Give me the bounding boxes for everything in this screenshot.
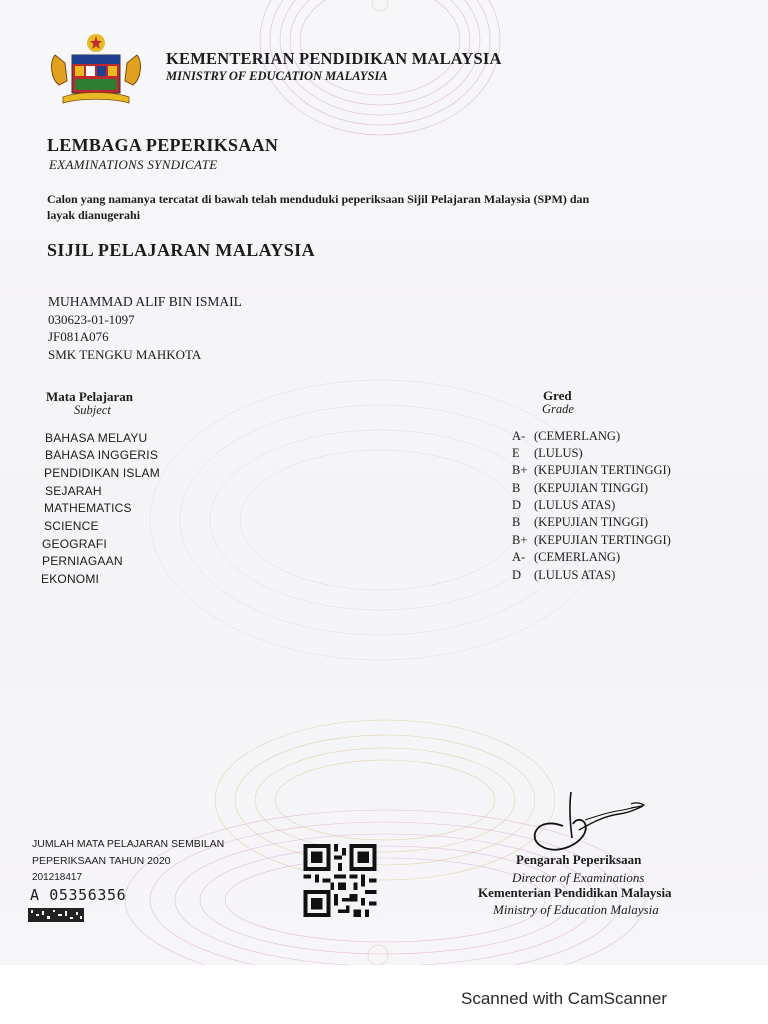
grade-row <box>512 550 620 565</box>
subject-name: BAHASA MELAYU <box>45 431 148 445</box>
grade-letter: D <box>512 568 522 582</box>
syndicate-name-ms: LEMBAGA PEPERIKSAAN <box>47 135 279 155</box>
grade-description: (LULUS ATAS) <box>534 498 616 512</box>
grade-letter: D <box>512 498 522 512</box>
certificate-title: SIJIL PELAJARAN MALAYSIA <box>47 240 315 260</box>
subject-name: BAHASA INGGERIS <box>45 448 159 462</box>
grade-letter: E <box>512 446 520 460</box>
grade-description: (KEPUJIAN TERTINGGI) <box>534 463 671 477</box>
grade-row <box>512 481 648 496</box>
syndicate-name-en: EXAMINATIONS SYNDICATE <box>49 157 218 172</box>
statement-line-2: layak dianugerahi <box>47 208 141 222</box>
subject-header-ms: Mata Pelajaran <box>46 389 134 404</box>
subject-name: PERNIAGAAN <box>42 554 123 568</box>
signatory-ministry-ms: Kementerian Pendidikan Malaysia <box>478 885 672 900</box>
grade-description: (KEPUJIAN TERTINGGI) <box>534 533 671 547</box>
candidate-ic-number: 030623-01-1097 <box>48 312 135 327</box>
grade-description: (KEPUJIAN TINGGI) <box>534 515 648 529</box>
grade-letter: A- <box>512 429 526 443</box>
serial-number: A 05356356 <box>30 886 127 904</box>
subject-name: MATHEMATICS <box>44 501 132 515</box>
subject-name: SCIENCE <box>44 519 99 533</box>
qr-code-icon <box>302 844 378 917</box>
subject-name: SEJARAH <box>45 484 102 498</box>
exam-year: PEPERIKSAAN TAHUN 2020 <box>32 855 171 867</box>
grade-letter: B+ <box>512 533 528 547</box>
grade-row <box>512 463 671 478</box>
candidate-index-number: JF081A076 <box>48 329 109 344</box>
candidate-name: MUHAMMAD ALIF BIN ISMAIL <box>48 294 242 309</box>
grade-row <box>512 429 620 444</box>
subject-header-en: Subject <box>74 403 111 417</box>
grade-row <box>512 498 615 513</box>
grade-description: (CEMERLANG) <box>534 429 621 443</box>
grade-letter: B <box>512 515 521 529</box>
grade-row <box>512 446 583 461</box>
ministry-name-en: MINISTRY OF EDUCATION MALAYSIA <box>166 69 388 83</box>
grade-letter: B+ <box>512 463 528 477</box>
grade-description: (LULUS) <box>534 446 583 460</box>
total-subjects: JUMLAH MATA PELAJARAN SEMBILAN <box>32 838 225 850</box>
scanner-watermark: Scanned with CamScanner <box>461 989 668 1008</box>
grade-row <box>512 568 615 583</box>
grade-description: (CEMERLANG) <box>534 550 621 564</box>
grade-description: (KEPUJIAN TINGGI) <box>534 481 648 495</box>
grade-row <box>512 533 671 548</box>
grade-row <box>512 515 648 530</box>
grade-letter: B <box>512 481 521 495</box>
signatory-title-en: Director of Examinations <box>512 870 645 885</box>
signatory-ministry-en: Ministry of Education Malaysia <box>493 902 659 917</box>
barcode-stamp-icon <box>28 908 84 922</box>
candidate-school: SMK TENGKU MAHKOTA <box>48 347 202 362</box>
signatory-title-ms: Pengarah Peperiksaan <box>516 852 642 867</box>
signature-icon <box>523 786 651 858</box>
subject-name: EKONOMI <box>41 572 100 586</box>
grade-description: (LULUS ATAS) <box>534 568 616 582</box>
grade-letter: A- <box>512 550 526 564</box>
subject-name: PENDIDIKAN ISLAM <box>44 466 160 480</box>
subject-name: GEOGRAFI <box>42 537 107 551</box>
ministry-name-ms: KEMENTERIAN PENDIDIKAN MALAYSIA <box>166 49 502 68</box>
malaysia-coat-of-arms-icon <box>45 33 147 109</box>
grade-header-en: Grade <box>542 402 574 416</box>
grade-header-ms: Gred <box>543 388 572 403</box>
statement-line-1: Calon yang namanya tercatat di bawah telah menduduki peperiksaan Sijil Pelajaran Malaysia (SPM) dan <box>47 192 590 206</box>
reference-number: 201218417 <box>32 872 83 883</box>
